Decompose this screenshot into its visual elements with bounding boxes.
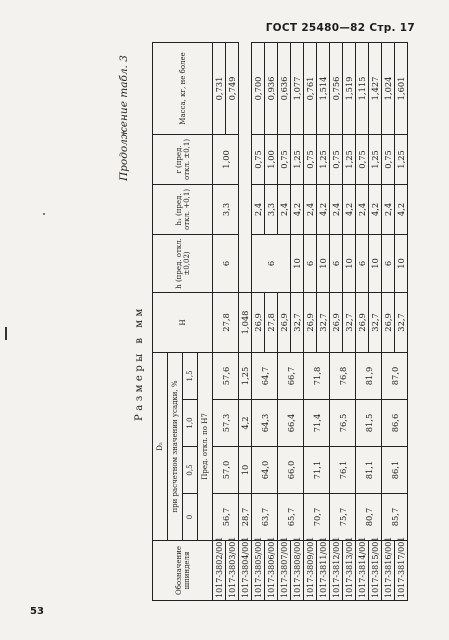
cell-d2-0: 80,7 (356, 494, 382, 541)
col-r: r (пред. откл. ±0,1) (153, 134, 213, 184)
cell-h1: 4,2 (239, 400, 252, 447)
cell-h: 6 (252, 234, 291, 292)
cell-H: 28,7 (239, 494, 252, 541)
cell-designation: 1017-3806/001 (265, 541, 278, 601)
cell-r: 1,25 (343, 134, 356, 184)
col-d2-sub: при расчетном значении усадки, % (168, 352, 183, 540)
cell-designation: 1017-3815/001 (369, 541, 382, 601)
cell-designation: 1017-3804/001 (239, 541, 252, 601)
cell-h: 10 (317, 234, 330, 292)
cell-h1: 4,2 (343, 184, 356, 234)
cell-H: 26,9 (330, 292, 343, 352)
cell-mass: 1,077 (291, 42, 304, 134)
cell-r: 1,25 (395, 134, 408, 184)
cell-h1: 4,2 (291, 184, 304, 234)
cell-d2-0: 75,7 (330, 494, 356, 541)
cell-d2-05: 76,1 (330, 447, 356, 494)
cell-d2-10: 76,5 (330, 400, 356, 447)
cell-designation: 1017-3811/001 (317, 541, 330, 601)
cell-d2-0: 85,7 (382, 494, 408, 541)
cell-d2-10: 71,4 (304, 400, 330, 447)
cell-h1: 2,4 (330, 184, 343, 234)
cell-mass: 0,700 (252, 42, 265, 134)
cell-designation: 1017-3807/001 (278, 541, 291, 601)
cell-H: 32,7 (291, 292, 304, 352)
cell-designation: 1017-3813/001 (343, 541, 356, 601)
cell-d2-05: 64,0 (252, 447, 278, 494)
cell-h1: 4,2 (317, 184, 330, 234)
cell-H: 32,7 (343, 292, 356, 352)
cell-d2-10: 64,3 (252, 400, 278, 447)
cell-r: 1,25 (369, 134, 382, 184)
cell-H: 32,7 (317, 292, 330, 352)
cell-mass: 1,519 (343, 42, 356, 134)
cell-h: 10 (369, 234, 382, 292)
cell-d2-05: 71,1 (304, 447, 330, 494)
col-h1: h₁ (пред. откл. +0,1) (153, 184, 213, 234)
col-h: h (пред. откл. ±0,02) (153, 234, 213, 292)
cell-r: 1,00 (265, 134, 278, 184)
cell-mass: 0,636 (278, 42, 291, 134)
cell-r: 1,00 (213, 134, 239, 184)
cell-mass: 1,601 (395, 42, 408, 134)
cell-h1: 2,4 (304, 184, 317, 234)
cell-d2-15: 64,7 (252, 352, 278, 399)
cell-mass: 0,936 (265, 42, 278, 134)
cell-mass: 0,756 (330, 42, 343, 134)
col-designation: Обозначение шпинделя (153, 541, 213, 601)
col-shrink-05: 0,5 (183, 447, 198, 494)
cell-designation: 1017-3809/001 (304, 541, 317, 601)
cell-d2-05: 66,0 (278, 447, 304, 494)
cell-designation: 1017-3816/001 (382, 541, 395, 601)
cell-d2-05: 57,0 (213, 447, 239, 494)
cell-mass: 0,749 (226, 42, 239, 134)
cell-r: 0,75 (330, 134, 343, 184)
cell-r: 0,75 (278, 134, 291, 184)
col-shrink-10: 1,0 (183, 400, 198, 447)
cell-d2-05: 81,1 (356, 447, 382, 494)
cell-h: 10 (239, 447, 252, 494)
cell-d2-0: 63,7 (252, 494, 278, 541)
cell-r: 0,75 (382, 134, 395, 184)
col-H: H (153, 292, 213, 352)
speck-dot (43, 213, 45, 215)
cell-r: 0,75 (304, 134, 317, 184)
dimensions-table (152, 42, 408, 601)
cell-designation: 1017-3802/001 (213, 541, 226, 601)
cell-d2-10: 86,6 (382, 400, 408, 447)
cell-H: 26,9 (382, 292, 395, 352)
cell-mass: 0,731 (213, 42, 226, 134)
continuation-label: Продолжение табл. 3 (118, 55, 130, 181)
cell-h: 6 (304, 234, 317, 292)
cell-d2-10: 81,5 (356, 400, 382, 447)
cell-h1: 3,3 (265, 184, 278, 234)
col-shrink-15: 1,5 (183, 352, 198, 399)
cell-h1: 3,3 (213, 184, 239, 234)
cell-d2-15: 76,8 (330, 352, 356, 399)
cell-d2-0: 70,7 (304, 494, 330, 541)
cell-designation: 1017-3803/001 (226, 541, 239, 601)
cell-designation: 1017-3817/001 (395, 541, 408, 601)
cell-d2-0: 65,7 (278, 494, 304, 541)
cell-d2-15: 57,6 (213, 352, 239, 399)
cell-H: 32,7 (369, 292, 382, 352)
cell-d2-15: 81,9 (356, 352, 382, 399)
col-mass: Масса, кг, не более (153, 42, 213, 134)
cell-r: 1,25 (239, 352, 252, 399)
cell-h: 6 (382, 234, 395, 292)
cell-h: 10 (291, 234, 304, 292)
cell-d2-05: 86,1 (382, 447, 408, 494)
cell-designation: 1017-3805/001 (252, 541, 265, 601)
cell-H: 27,8 (265, 292, 278, 352)
cell-designation: 1017-3808/001 (291, 541, 304, 601)
cell-r: 1,25 (317, 134, 330, 184)
col-d2: D₂ (153, 352, 168, 540)
cell-mass: 1,427 (369, 42, 382, 134)
cell-h: 6 (213, 234, 239, 292)
cell-d2-15: 66,7 (278, 352, 304, 399)
cell-mass: 1,115 (356, 42, 369, 134)
cell-h: 10 (395, 234, 408, 292)
cell-designation: 1017-3812/001 (330, 541, 343, 601)
cell-r: 1,25 (291, 134, 304, 184)
cell-mass: 1,048 (239, 292, 252, 352)
page-header: ГОСТ 25480—82 Стр. 17 (265, 22, 415, 34)
cell-r: 0,75 (252, 134, 265, 184)
cell-H: 32,7 (395, 292, 408, 352)
cell-H: 26,9 (356, 292, 369, 352)
cell-designation: 1017-3814/001 (356, 541, 369, 601)
rotated-table-block (118, 43, 418, 601)
margin-mark (5, 327, 7, 340)
page-number: 53 (30, 606, 44, 617)
cell-h1: 2,4 (356, 184, 369, 234)
cell-mass: 1,514 (317, 42, 330, 134)
table-title: Размеры в мм (134, 305, 145, 421)
cell-d2-10: 57,3 (213, 400, 239, 447)
cell-h1: 2,4 (252, 184, 265, 234)
cell-d2-15: 87,0 (382, 352, 408, 399)
cell-mass: 1,024 (382, 42, 395, 134)
cell-h1: 4,2 (369, 184, 382, 234)
cell-mass: 0,761 (304, 42, 317, 134)
cell-d2-0: 56,7 (213, 494, 239, 541)
cell-h1: 2,4 (278, 184, 291, 234)
cell-h1: 2,4 (382, 184, 395, 234)
cell-h: 10 (343, 234, 356, 292)
cell-h: 6 (330, 234, 343, 292)
col-shrink-0: 0 (183, 494, 198, 541)
cell-H: 26,9 (252, 292, 265, 352)
cell-d2-10: 66,4 (278, 400, 304, 447)
cell-H: 26,9 (278, 292, 291, 352)
cell-h1: 4,2 (395, 184, 408, 234)
cell-d2-15: 71,8 (304, 352, 330, 399)
cell-h: 6 (356, 234, 369, 292)
cell-H: 26,9 (304, 292, 317, 352)
cell-r: 0,75 (356, 134, 369, 184)
cell-H: 27,8 (213, 292, 239, 352)
col-tolerance: Пред. откл. по H7 (198, 352, 213, 540)
